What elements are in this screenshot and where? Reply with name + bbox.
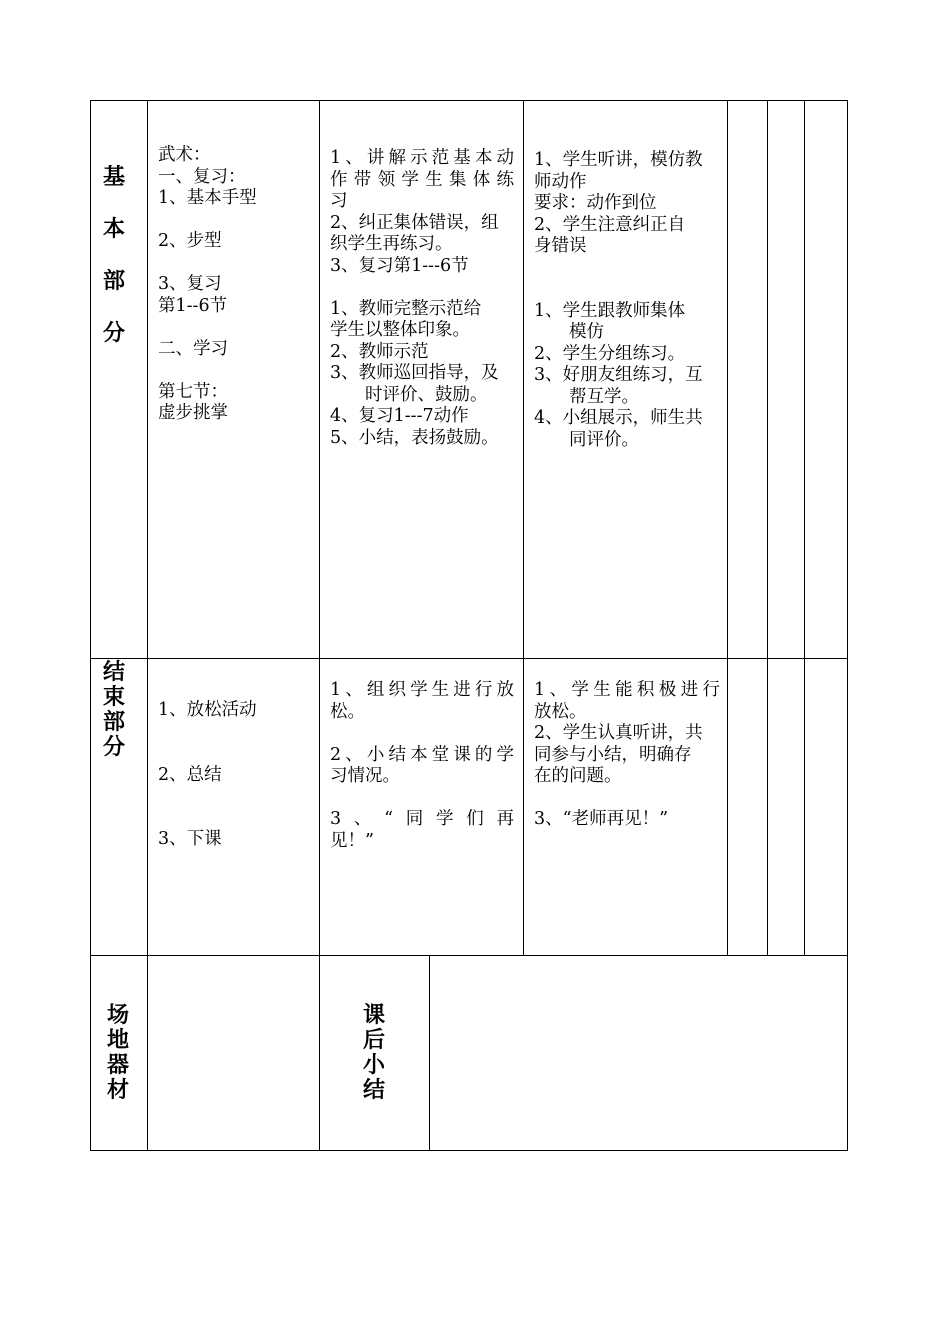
text-line: 织学生再练习。 <box>330 234 453 254</box>
text-line <box>158 808 313 830</box>
col-divider-2 <box>319 100 320 1151</box>
text-line: 2、步型 <box>158 231 222 251</box>
text-line: 5、小结，表扬鼓励。 <box>330 427 499 448</box>
text-line <box>534 258 720 280</box>
text-line: 4、小组展示，师生共 <box>534 408 703 428</box>
text-line: 见！” <box>330 830 374 851</box>
label-char: 课 <box>362 1003 385 1028</box>
label-char: 结 <box>362 1078 385 1103</box>
text-line: 松。 <box>330 701 365 722</box>
text-line: 同评价。 <box>569 429 639 450</box>
col-divider-5 <box>767 100 768 956</box>
text-line <box>534 788 720 810</box>
text-line: 3、复习 <box>158 274 222 294</box>
row-divider-2 <box>90 955 848 956</box>
text-line: 身错误 <box>534 236 587 256</box>
label-char: 束 <box>102 685 125 710</box>
text-line: 作带领学生集体练 <box>330 169 514 190</box>
end-student-activity <box>534 680 720 831</box>
text-line: 1、组织学生进行放 <box>330 680 514 700</box>
text-line: 4、复习1---7动作 <box>330 406 469 426</box>
text-line <box>534 279 720 301</box>
venue-equipment-label <box>100 1003 136 1103</box>
end-content <box>158 700 313 851</box>
text-line: 1、学生跟教师集体 <box>534 300 686 321</box>
col-divider-6 <box>804 100 805 956</box>
table-top-border <box>90 100 848 101</box>
label-char: 基 <box>102 165 125 190</box>
text-line: 在的问题。 <box>534 766 622 786</box>
text-line: 2、教师示范 <box>330 341 429 362</box>
text-line: 2、纠正集体错误，组 <box>330 212 499 233</box>
basic-student-activity <box>534 150 720 451</box>
text-line: 3、下课 <box>158 829 222 849</box>
col-divider-4 <box>727 100 728 956</box>
text-line: 习情况。 <box>330 766 400 786</box>
text-line: 1、放松活动 <box>158 700 257 720</box>
text-line <box>158 786 313 808</box>
text-line: 要求：动作到位 <box>534 193 657 213</box>
label-char: 地 <box>106 1028 129 1053</box>
text-line: 放松。 <box>534 701 587 722</box>
label-char: 分 <box>102 735 125 760</box>
col-divider-3 <box>523 100 524 956</box>
text-line <box>330 277 514 299</box>
label-char: 器 <box>106 1053 129 1078</box>
text-line: 学生以整体印象。 <box>330 320 470 340</box>
table-bottom-border <box>90 1150 848 1151</box>
bottom-col-divider <box>429 955 430 1151</box>
text-line <box>330 788 514 810</box>
text-line: 2、学生认真听讲，共 <box>534 723 703 743</box>
text-line: 一、复习： <box>158 166 246 187</box>
table-left-border <box>90 100 91 1151</box>
text-line: 2、学生注意纠正自 <box>534 214 686 235</box>
end-teacher-activity <box>330 680 514 852</box>
text-line <box>158 210 313 232</box>
text-line: 第七节： <box>158 381 228 402</box>
text-line: 2、小结本堂课的学 <box>330 744 514 765</box>
text-line <box>158 253 313 275</box>
text-line: 1、教师完整示范给 <box>330 298 482 319</box>
text-line: 第1--6节 <box>158 295 228 316</box>
end-section-label <box>96 660 132 760</box>
label-char: 场 <box>106 1003 129 1028</box>
text-line <box>330 723 514 745</box>
table-right-border <box>847 100 848 1151</box>
label-char: 后 <box>362 1028 385 1053</box>
text-line: 3、教师巡回指导，及 <box>330 363 499 383</box>
text-line: 3、好朋友组练习，互 <box>534 365 703 385</box>
text-line: 3、复习第1---6节 <box>330 255 469 276</box>
text-line: 1、基本手型 <box>158 188 257 208</box>
basic-section-label <box>96 152 132 360</box>
text-line: 武术： <box>158 145 211 165</box>
text-line: 习 <box>330 191 348 211</box>
label-char: 部 <box>102 269 125 294</box>
text-line: 时评价、鼓励。 <box>365 384 488 405</box>
label-char: 部 <box>102 710 125 735</box>
row-divider-1 <box>90 658 848 659</box>
post-class-summary-label <box>356 1003 392 1103</box>
text-line <box>158 360 313 382</box>
label-char: 小 <box>362 1053 385 1078</box>
text-line: 1、学生能积极进行 <box>534 680 720 700</box>
text-line: 3、“老师再见！” <box>534 809 669 829</box>
label-char: 本 <box>102 217 125 242</box>
text-line: 师动作 <box>534 171 587 192</box>
text-line: 同参与小结，明确存 <box>534 744 692 765</box>
text-line: 2、学生分组练习。 <box>534 343 686 364</box>
text-line <box>158 743 313 765</box>
text-line: 模仿 <box>569 322 604 342</box>
label-char: 结 <box>102 660 125 685</box>
col-divider-1 <box>147 100 148 1151</box>
label-char: 材 <box>106 1078 129 1103</box>
text-line: 1、讲解示范基本动 <box>330 148 514 168</box>
text-line: 2、总结 <box>158 764 222 785</box>
text-line: 3、“同学们再 <box>330 809 514 829</box>
basic-teacher-activity <box>330 148 514 449</box>
label-char: 分 <box>102 321 125 346</box>
text-line: 帮互学。 <box>569 386 639 407</box>
text-line: 1、学生听讲，模仿教 <box>534 150 703 170</box>
text-line <box>158 722 313 744</box>
basic-content <box>158 145 313 425</box>
text-line: 二、学习 <box>158 338 228 359</box>
text-line: 虚步挑掌 <box>158 403 228 423</box>
text-line <box>158 317 313 339</box>
